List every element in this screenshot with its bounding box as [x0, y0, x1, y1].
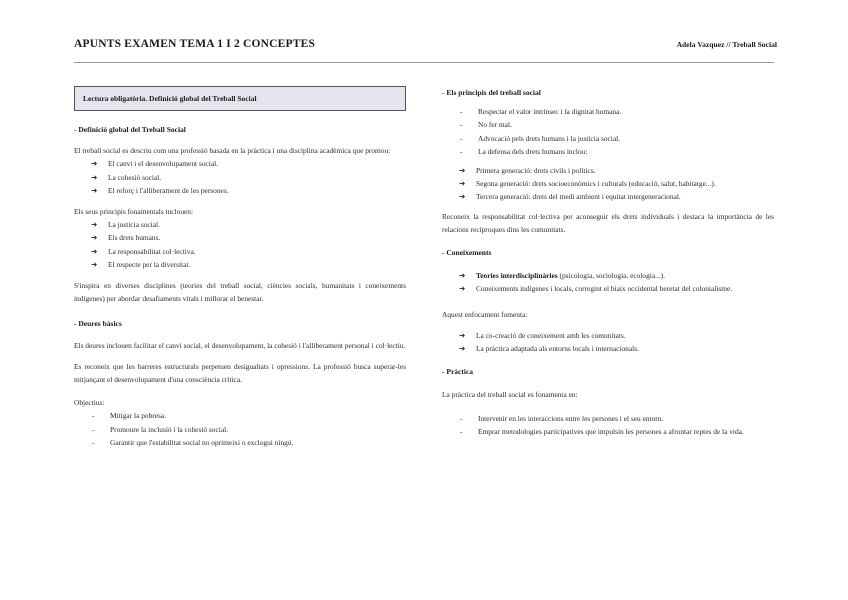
definition-intro: El treball social es descriu com una professió basada en la pràctica i una disciplina acadèmica que promou:	[74, 146, 391, 156]
duties-paragraph-2: Es reconeix que les barreres estructurals perpetuen desigualtats i opressions. La professió busca superar-les mitjançant el desenvolupament d'una consciència crítica.	[74, 361, 406, 385]
knowledge-item-rest: (psicologia, sociologia, ecologia...).	[557, 271, 665, 281]
right-column	[442, 86, 774, 438]
knowledge-list	[459, 269, 774, 295]
objectives-label: Objectius:	[74, 398, 105, 408]
author-label: Adela Vazquez // Treball Social	[676, 40, 777, 49]
duties-paragraph-1: Els deures inclouen facilitar el canvi social, el desenvolupament, la cohesió i l'alliberament personal i col·lectiu.	[74, 340, 406, 350]
principles-intro: Els seus principis fonamentals inclouen:	[74, 207, 194, 217]
list-item: ➔ Coneixements indígenes i locals, corregint el biaix occidental heretat del colonialisme.	[459, 282, 774, 295]
principles-list	[460, 105, 774, 158]
list-item: ➔ El reforç i l'alliberament de les persones.	[91, 184, 406, 197]
section-heading-definition: - Definició global del Treball Social	[74, 125, 186, 134]
list-item: ➔ Primera generació: drets civils i polítics.	[459, 164, 774, 177]
practice-list	[460, 412, 774, 438]
list-item: ➔ La pràctica adaptada als entorns locals i internacionals.	[459, 342, 774, 355]
list-item: ➔ Tercera generació: drets del medi ambient i equitat intergeneracional.	[459, 190, 774, 203]
definition-list	[91, 157, 406, 197]
list-item: ➔ Els drets humans.	[91, 231, 406, 244]
document-title: APUNTS EXAMEN TEMA 1 I 2 CONCEPTES	[74, 38, 316, 50]
section-heading-principles: - Els principis del treball social	[442, 88, 541, 97]
approach-list	[459, 329, 774, 355]
section-heading-duties: - Deures bàsics	[74, 319, 122, 329]
list-item: - Garantir que l'estabilitat social no oprimeixi o exclogui ningú.	[92, 436, 406, 449]
list-item: - Intervenir en les interaccions entre les persones i el seu entorn.	[460, 412, 774, 425]
section-heading-knowledge: - Coneixements	[442, 248, 492, 258]
list-item: - Mitigar la pobresa.	[92, 409, 406, 422]
knowledge-item-bold: Teories interdisciplinàries	[476, 271, 558, 281]
list-item	[459, 269, 774, 282]
section-heading-practice: - Pràctica	[442, 367, 474, 377]
list-item: ➔ Segona generació: drets socioeconòmics i culturals (educació, salut, habitatge...).	[459, 177, 774, 190]
list-item: ➔ El canvi i el desenvolupament social.	[91, 157, 406, 170]
approach-intro: Aquest enfocament fomenta:	[442, 309, 528, 319]
list-item: ➔ La cohesió social.	[91, 171, 406, 184]
list-item: ➔ La justícia social.	[91, 218, 406, 231]
practice-intro: La pràctica del treball social es fonamenta en:	[442, 390, 578, 400]
list-item: - Respectar el valor intrínsec i la dignitat humana.	[460, 105, 774, 118]
list-item: - Emprar metodologies participatives que impulsin les persones a afrontar reptes de la vida.	[460, 425, 774, 438]
inspires-paragraph: S'inspira en diverses disciplines (teories del treball social, ciències socials, humanitats i coneixements indígenes) per abordar desafiaments vitals i millorar el benestar.	[74, 281, 406, 304]
list-item: - Promoure la inclusió i la cohesió social.	[92, 423, 406, 436]
list-item: - La defensa dels drets humans inclou:	[460, 145, 774, 158]
reading-title-box: Lectura obligatòria. Definició global del Treball Social	[74, 86, 406, 111]
left-column	[74, 86, 406, 449]
principles-list	[91, 218, 406, 271]
objectives-list	[92, 409, 406, 449]
responsibility-paragraph: Reconeix la responsabilitat col·lectiva per aconseguir els drets individuals i destaca la importància de les relacions recíproques dins les comunitats.	[442, 211, 774, 234]
list-item: - No fer mal.	[460, 118, 774, 131]
rights-list	[459, 164, 774, 204]
header-divider	[74, 62, 774, 63]
list-item: ➔ El respecte per la diversitat.	[91, 258, 406, 271]
list-item: - Advocació pels drets humans i la justícia social.	[460, 132, 774, 145]
list-item: ➔ La responsabilitat col·lectiva.	[91, 245, 406, 258]
list-item: ➔ La co-creació de coneixement amb les comunitats.	[459, 329, 774, 342]
